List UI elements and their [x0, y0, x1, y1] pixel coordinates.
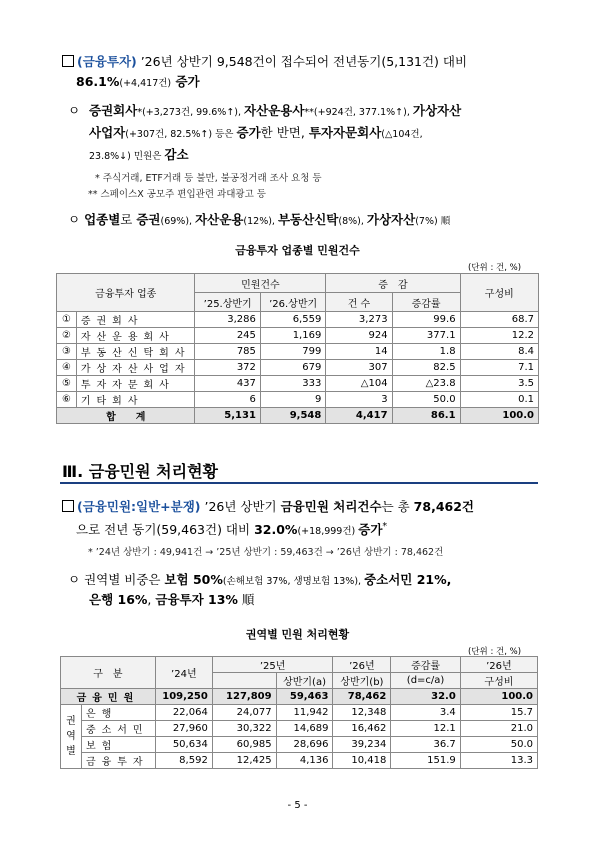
row-share: 8.4	[460, 344, 538, 360]
row-rate: 3.4	[391, 705, 460, 721]
advisory-label: 투자자문회사	[308, 125, 382, 140]
s3k: 보험 50%	[164, 572, 223, 587]
row-name: 기타회사	[76, 392, 195, 408]
t2-total-rate: 32.0	[391, 689, 460, 705]
sec1-bullet1-line3	[89, 145, 189, 166]
row-25: 24,077	[212, 705, 276, 721]
section-heading: Ⅲ. 금융민원 처리현황	[62, 462, 218, 481]
t3: (69%),	[160, 216, 196, 227]
sec1-tag: (금융투자)	[77, 54, 137, 69]
th-rate-b: (d=c/a)	[391, 673, 460, 689]
s3n: 은행 16%	[89, 592, 148, 607]
th-26: ’26.상반기	[260, 293, 325, 312]
row-25: 30,322	[212, 721, 276, 737]
t6: 부동산신탁	[277, 212, 339, 227]
s3p: 금융투자 13%	[155, 592, 238, 607]
connector: 한 반면,	[260, 125, 309, 140]
t2: 증권	[136, 212, 161, 227]
row-name: 보험	[81, 737, 155, 753]
checkbox-square-icon	[62, 55, 74, 67]
th-cnt: 건 수	[326, 293, 392, 312]
row-h25: 14,689	[276, 721, 333, 737]
th-rate-a: 증감률	[391, 657, 460, 673]
th-rate: 증감률	[392, 293, 460, 312]
s3a: ’26년 상반기	[200, 499, 281, 514]
s3e: 으로 전년 동기(59,463건) 대비	[76, 522, 255, 538]
table-row	[57, 360, 539, 376]
s3l: (손해보험 37%, 생명보험 13%),	[222, 576, 365, 587]
sec1-bullet2	[68, 210, 450, 231]
sec3-line1	[62, 497, 474, 516]
sec3-note: * ’24년 상반기 : 49,941건 → ’25년 상반기 : 59,463건 → ’26년 상반기 : 78,462건	[88, 547, 444, 558]
row-h26: 12,348	[333, 705, 391, 721]
row-cnt: 924	[326, 328, 392, 344]
sec3-tag: (금융민원:일반+분쟁)	[77, 499, 201, 514]
t4: 자산운용	[195, 212, 244, 227]
sec3-bullet-line1	[68, 570, 451, 591]
table1-title: 금융투자 업종별 민원건수	[235, 244, 360, 257]
row-26: 6,559	[260, 312, 325, 328]
t1: 로	[120, 212, 137, 227]
row-h26: 16,462	[333, 721, 391, 737]
table-row	[57, 344, 539, 360]
row-no: ①	[57, 312, 77, 328]
s3b: 금융민원 처리건수	[280, 499, 382, 514]
row-24: 50,634	[155, 737, 212, 753]
s3i: *	[382, 521, 388, 532]
increase-word: 증가	[236, 125, 261, 140]
row-name: 가상자산사업자	[76, 360, 195, 376]
total-rate: 86.1	[392, 408, 460, 424]
row-24: 22,064	[155, 705, 212, 721]
t7: (8%),	[338, 216, 367, 227]
row-h26: 10,418	[333, 753, 391, 769]
row-no: ②	[57, 328, 77, 344]
asset-mgmt-detail: **(+924건, 377.1%↑),	[304, 107, 413, 118]
crypto-label: 가상자산	[412, 103, 462, 118]
table-row	[61, 705, 538, 721]
th-industry: 금융투자 업종	[57, 274, 195, 312]
s3g: (+18,999건)	[297, 526, 359, 538]
row-share: 7.1	[460, 360, 538, 376]
t8: 가상자산	[366, 212, 416, 227]
section-divider	[60, 482, 538, 484]
row-rate: 82.5	[392, 360, 460, 376]
row-rate: 12.1	[391, 721, 460, 737]
row-name: 금융투자	[81, 753, 155, 769]
s3q: 順	[237, 592, 255, 607]
s3j: 권역별 비중은	[84, 572, 165, 587]
side-label: 권 역 별	[61, 705, 82, 769]
row-25: 6	[195, 392, 260, 408]
s3f: 32.0%	[254, 522, 298, 538]
row-25: 3,286	[195, 312, 260, 328]
row-26: 799	[260, 344, 325, 360]
row-no: ④	[57, 360, 77, 376]
row-rate: △23.8	[392, 376, 460, 392]
s3m: 중소서민 21%,	[364, 572, 452, 587]
row-cnt: 307	[326, 360, 392, 376]
t2-total-label: 금융민원	[61, 689, 156, 705]
row-rate: 50.0	[392, 392, 460, 408]
row-share: 12.2	[460, 328, 538, 344]
checkbox-square-icon	[62, 500, 74, 512]
page-number: - 5 -	[287, 800, 308, 811]
row-no: ⑤	[57, 376, 77, 392]
row-25: 785	[195, 344, 260, 360]
table1	[56, 273, 539, 424]
crypto-detail: (+307건, 82.5%↑) 등은	[125, 129, 237, 140]
sec1-diff: (+4,417건)	[119, 78, 172, 89]
s3h: 증가	[358, 522, 383, 538]
sec1-line1-text: ’26년 상반기 9,548건이 접수되어 전년동기(5,131건) 대비	[136, 54, 468, 69]
row-24: 8,592	[155, 753, 212, 769]
th-25h: 상반기(a)	[276, 673, 333, 689]
row-h25: 28,696	[276, 737, 333, 753]
th-change: 증 감	[326, 274, 460, 293]
sec1-line1	[62, 52, 467, 71]
table-row	[57, 312, 539, 328]
row-name: 증권회사	[76, 312, 195, 328]
th-26a: ’26년	[333, 657, 391, 673]
table2-unit: (단위 : 건, %)	[468, 647, 522, 657]
th-26b: 상반기(b)	[333, 673, 391, 689]
row-rate: 377.1	[392, 328, 460, 344]
row-name: 자산운용회사	[76, 328, 195, 344]
row-name: 은행	[81, 705, 155, 721]
row-25: 60,985	[212, 737, 276, 753]
row-cnt: 3,273	[326, 312, 392, 328]
note-1: * 주식거래, ETF거래 등 불만, 불공정거래 조사 요청 등	[95, 173, 322, 184]
s3c: 는 총	[381, 499, 414, 514]
total-25: 5,131	[195, 408, 260, 424]
bullet-marker: ㅇ	[68, 572, 81, 587]
row-cnt: △104	[326, 376, 392, 392]
table1-unit: (단위 : 건, %)	[468, 263, 522, 273]
row-cnt: 14	[326, 344, 392, 360]
row-26: 333	[260, 376, 325, 392]
row-share: 3.5	[460, 376, 538, 392]
row-26: 1,169	[260, 328, 325, 344]
row-cnt: 3	[326, 392, 392, 408]
row-rate: 151.9	[391, 753, 460, 769]
row-h25: 11,942	[276, 705, 333, 721]
advisory-detail-2: 23.8%↓) 민원은	[89, 151, 165, 162]
table-row	[61, 721, 538, 737]
sec1-rate: 86.1%	[76, 74, 120, 89]
row-name: 부동산신탁회사	[76, 344, 195, 360]
th-share-b: 구성비	[460, 673, 537, 689]
row-26: 9	[260, 392, 325, 408]
row-25: 12,425	[212, 753, 276, 769]
row-share: 50.0	[460, 737, 537, 753]
t2-total-share: 100.0	[460, 689, 537, 705]
row-share: 0.1	[460, 392, 538, 408]
by-industry: 업종별	[84, 212, 121, 227]
row-26: 679	[260, 360, 325, 376]
securities-label: 증권회사	[89, 103, 138, 118]
row-rate: 99.6	[392, 312, 460, 328]
row-share: 13.3	[460, 753, 537, 769]
row-25: 245	[195, 328, 260, 344]
t5: (12%),	[243, 216, 278, 227]
th-share-a: ’26년	[460, 657, 537, 673]
table-row	[57, 328, 539, 344]
note-2: ** 스페이스X 공모주 편입관련 과대광고 등	[88, 189, 266, 200]
t2-total-h25: 59,463	[276, 689, 333, 705]
total-share: 100.0	[460, 408, 538, 424]
row-h25: 4,136	[276, 753, 333, 769]
asset-mgmt-label: 자산운용사	[244, 103, 305, 118]
total-label: 합 계	[57, 408, 195, 424]
table2	[60, 656, 538, 769]
securities-detail: *(+3,273건, 99.6%↑),	[137, 107, 245, 118]
row-rate: 1.8	[392, 344, 460, 360]
row-no: ③	[57, 344, 77, 360]
t2-total-25: 127,809	[212, 689, 276, 705]
t2-total-h26: 78,462	[333, 689, 391, 705]
row-rate: 36.7	[391, 737, 460, 753]
row-no: ⑥	[57, 392, 77, 408]
sec3-bullet-line2	[89, 590, 254, 609]
th-25: ’25년	[212, 657, 333, 673]
row-share: 15.7	[460, 705, 537, 721]
row-25: 372	[195, 360, 260, 376]
sec1-bullet1-line2	[89, 123, 423, 144]
row-name: 중소서민	[81, 721, 155, 737]
th-gubun: 구 분	[61, 657, 156, 689]
sec1-bullet1-marker: ㅇ	[68, 103, 81, 118]
total-cnt: 4,417	[326, 408, 392, 424]
decrease-word: 감소	[164, 147, 189, 162]
t2-total-24: 109,250	[155, 689, 212, 705]
th-24: ’24년	[155, 657, 212, 689]
crypto-label-2: 사업자	[89, 125, 126, 140]
row-name: 투자자문회사	[76, 376, 195, 392]
th-share: 구성비	[460, 274, 538, 312]
s3d: 78,462건	[413, 499, 474, 514]
sec1-increase: 증가	[171, 74, 200, 89]
th-25: ’25.상반기	[195, 293, 260, 312]
bullet-marker: ㅇ	[68, 212, 81, 227]
sec1-line2	[76, 72, 200, 93]
sec3-line2	[76, 517, 387, 541]
th-count: 민원건수	[195, 274, 326, 293]
th-25-empty	[212, 673, 276, 689]
table-row	[61, 753, 538, 769]
table-row	[61, 737, 538, 753]
row-24: 27,960	[155, 721, 212, 737]
advisory-detail: (△104건,	[381, 129, 423, 140]
s3o: ,	[147, 592, 156, 607]
table2-title: 권역별 민원 처리현황	[245, 628, 350, 641]
row-h26: 39,234	[333, 737, 391, 753]
table-row	[57, 392, 539, 408]
t9: (7%) 順	[415, 216, 451, 227]
total-26: 9,548	[260, 408, 325, 424]
row-share: 68.7	[460, 312, 538, 328]
sec1-bullet1-line1	[89, 101, 461, 122]
table-row	[57, 376, 539, 392]
row-25: 437	[195, 376, 260, 392]
row-share: 21.0	[460, 721, 537, 737]
